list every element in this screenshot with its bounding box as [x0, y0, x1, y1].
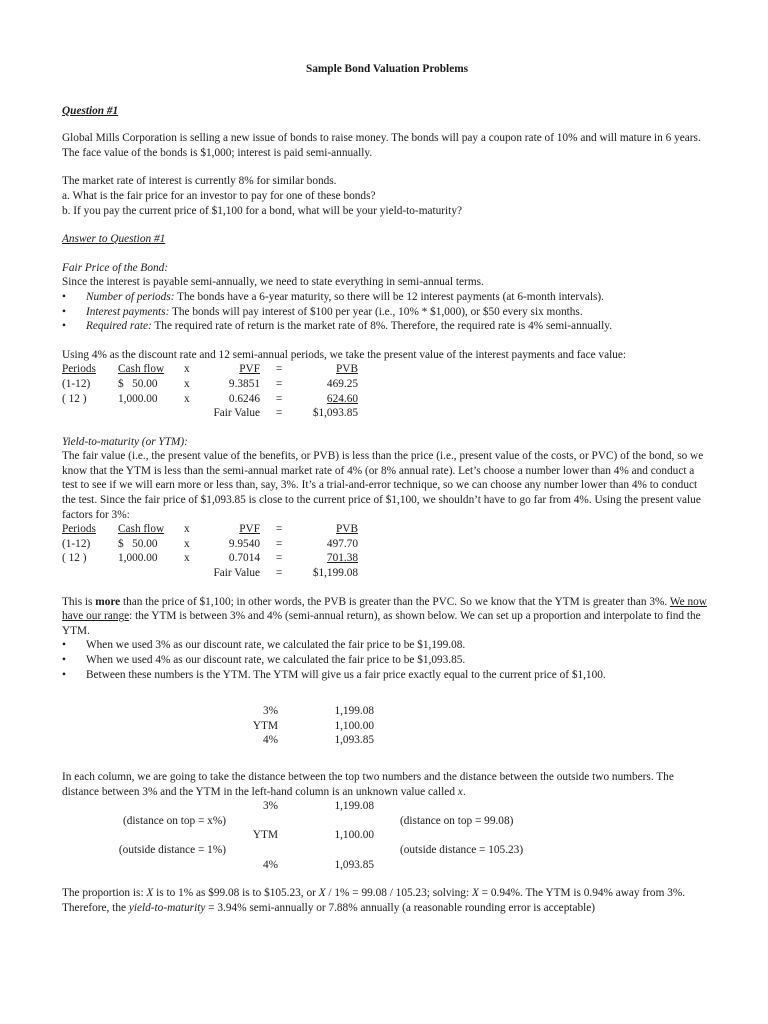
table1-intro: Using 4% as the discount rate and 12 semi-annual periods, we take the present value of the interest payments and face value:	[62, 348, 627, 361]
answer-heading: Answer to Question #1	[62, 233, 166, 246]
list-item: • Required rate: The required rate of return is the market rate of 8%. Therefore, the required rate is 4% semi-annually.	[62, 319, 712, 334]
table-row: (1-12) $ 50.00 x 9.3851 = 469.25	[62, 377, 358, 390]
ytm-heading: Yield-to-maturity (or YTM):	[62, 435, 188, 448]
table-header-row: Periods Cash flow x PVF = PVB	[62, 523, 358, 536]
market-rate-text: The market rate of interest is currently 8% for similar bonds.	[62, 175, 337, 188]
interpolation-table	[62, 704, 374, 748]
document-page	[62, 62, 712, 915]
table-row: 3% 1,199.08	[262, 800, 374, 813]
assumption-list	[62, 290, 712, 334]
valuation-table-4pct	[62, 362, 358, 420]
range-list	[62, 638, 712, 682]
fair-value-row: Fair Value = $1,093.85	[213, 407, 358, 420]
list-item: • When we used 4% as our discount rate, we calculated the fair price to be $1,093.85.	[62, 653, 712, 668]
table-row: 4% 1,093.85	[262, 858, 374, 871]
list-item: • Interest payments: The bonds will pay interest of $100 per year (i.e., 10% * $1,000), or $50 every six months.	[62, 305, 712, 320]
distance-table	[62, 799, 523, 872]
question-heading: Question #1	[62, 104, 119, 117]
fair-price-intro: Since the interest is payable semi-annually, we need to state everything in semi-annual terms.	[62, 276, 484, 289]
list-item: • Number of periods: The bonds have a 6-year maturity, so there will be 12 interest payments (at 6-month intervals).	[62, 290, 712, 305]
table-row: (outside distance = 1%) (outside distance = 105.23)	[118, 843, 524, 856]
page-title: Sample Bond Valuation Problems	[305, 63, 469, 75]
valuation-table-3pct	[62, 522, 358, 580]
fair-value-row: Fair Value = $1,199.08	[213, 567, 358, 580]
table-row: (distance on top = x%) (distance on top = 99.08)	[123, 814, 514, 827]
table-header-row: Periods Cash flow x PVF = PVB	[62, 363, 358, 376]
column-paragraph: In each column, we are going to take the distance between the top two numbers and the distance between the outside two numbers. The distance between 3% and the YTM in the left-hand column is an unknown value called x.	[62, 770, 674, 798]
ytm-paragraph: The fair value (i.e., the present value of the benefits, or PVB) is less than the price (i.e., present value of the costs, or PVC) of the bond, so we know that the YTM is less than the semi-annual market rate of 4% (or 8% annual rate). Let’s choose a number lower than 4% and conduct a test to see if we will earn more or less than, say, 3%. It’s a trial-and-error technique, so we can choose any number lower than 4% to conduct the test. Since the fair price of $1,093.85 is close to the current price of $1,100, we shouldn’t have to go far from 4%. Using the present value factors for 3%:	[62, 450, 704, 521]
proportion-paragraph: The proportion is: X is to 1% as $99.08 is to $105.23, or X / 1% = 99.08 / 105.23; solving: X = 0.94%. The YTM is 0.94% away from 3%. Therefore, the yield-to-maturity = 3.94% semi-annually or 7.88% annually (a reasonable rounding error is acceptable)	[62, 887, 686, 914]
table-row: 4% 1,093.85	[262, 734, 374, 747]
range-paragraph: This is more than the price of $1,100; in other words, the PVB is greater than the PVC. So we know that the YTM is greater than 3%. We now have our range: the YTM is between 3% and 4% (semi-annual return), as shown below. We can set up a proportion and interpolate to find the YTM.	[62, 595, 707, 637]
list-item: • When we used 3% as our discount rate, we calculated the fair price to be $1,199.08.	[62, 638, 712, 653]
table-row: 3% 1,199.08	[262, 705, 374, 718]
table-row: ( 12 ) 1,000.00 x 0.7014 = 701.38	[62, 552, 358, 565]
list-item: • Between these numbers is the YTM. The YTM will give us a fair price exactly equal to the current price of $1,100.	[62, 668, 712, 683]
table-row: YTM 1,100.00	[252, 829, 374, 842]
table-row: YTM 1,100.00	[252, 719, 374, 732]
table-row: (1-12) $ 50.00 x 9.9540 = 497.70	[62, 537, 358, 550]
table-row: ( 12 ) 1,000.00 x 0.6246 = 624.60	[62, 392, 358, 405]
question-part-a: a. What is the fair price for an investor to pay for one of these bonds?	[62, 189, 376, 202]
fair-price-heading: Fair Price of the Bond:	[62, 261, 169, 274]
question-part-b: b. If you pay the current price of $1,100 for a bond, what will be your yield-to-maturity?	[62, 204, 462, 217]
question-intro: Global Mills Corporation is selling a new issue of bonds to raise money. The bonds will pay a coupon rate of 10% and will mature in 6 years. The face value of the bonds is $1,000; interest is paid semi-annually.	[62, 132, 701, 159]
